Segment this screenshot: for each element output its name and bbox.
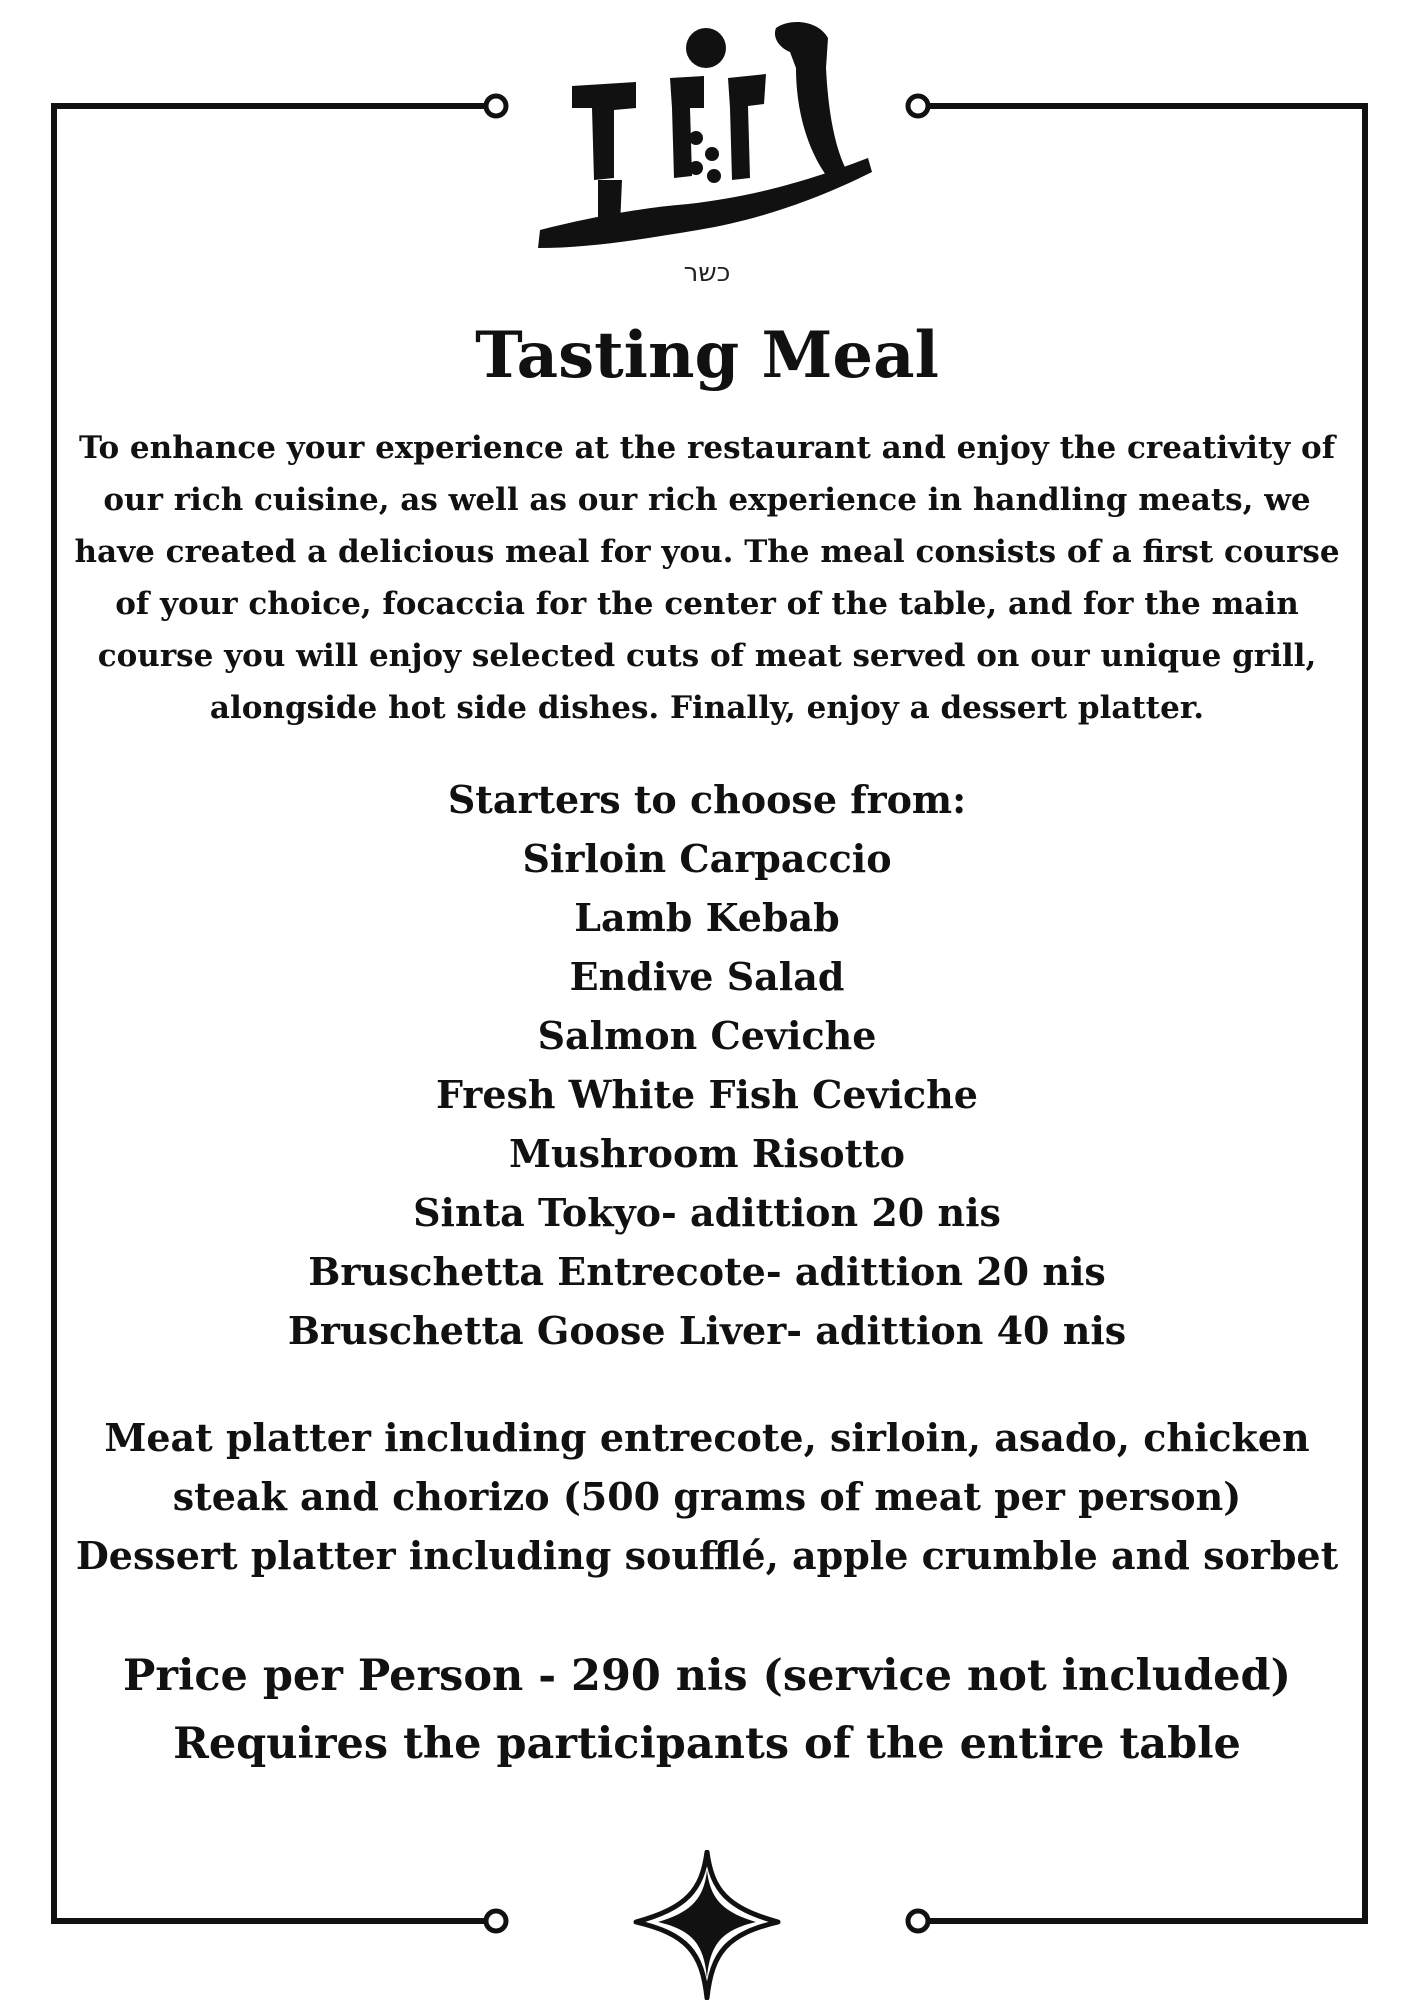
starter-item: Salmon Ceviche bbox=[537, 1013, 877, 1058]
price-per-person: Price per Person - 290 nis (service not included) bbox=[123, 1651, 1291, 1701]
starter-item: Endive Salad bbox=[569, 954, 845, 999]
starter-item: Fresh White Fish Ceviche bbox=[435, 1072, 978, 1117]
meat-platter-line: Meat platter including entrecote, sirloin, asado, chicken bbox=[104, 1415, 1310, 1460]
restaurant-logo-icon bbox=[528, 8, 888, 298]
starters-section bbox=[0, 770, 1414, 1360]
price-section bbox=[0, 1642, 1414, 1778]
starter-item: Bruschetta Goose Liver- adittion 40 nis bbox=[287, 1308, 1127, 1353]
platters-section bbox=[0, 1408, 1414, 1585]
dessert-platter-line: Dessert platter including soufflé, apple crumble and sorbet bbox=[75, 1533, 1339, 1578]
starter-item: Bruschetta Entrecote- adittion 20 nis bbox=[308, 1249, 1106, 1294]
star-ornament-icon bbox=[632, 1850, 782, 2000]
starters-heading: Starters to choose from: bbox=[447, 777, 967, 822]
kosher-label: כשר bbox=[683, 258, 731, 288]
starter-item: Mushroom Risotto bbox=[508, 1131, 906, 1176]
table-requirement: Requires the participants of the entire table bbox=[173, 1719, 1241, 1769]
starter-item: Sinta Tokyo- adittion 20 nis bbox=[413, 1190, 1001, 1235]
meat-platter-line: steak and chorizo (500 grams of meat per person) bbox=[172, 1474, 1242, 1519]
starter-item: Lamb Kebab bbox=[574, 895, 840, 940]
starter-item: Sirloin Carpaccio bbox=[522, 836, 892, 881]
menu-title: Tasting Meal bbox=[475, 318, 939, 393]
menu-description: To enhance your experience at the restaurant and enjoy the creativity of our rich cuisine, as well as our rich experience in handling meats, we have created a delicious meal for you. The meal consists of a first course of your choice, focaccia for the center of the table, and for the main course you will enjoy selected cuts of meat served on our unique grill, alongside hot side dishes. Finally, enjoy a dessert platter. bbox=[74, 430, 1340, 726]
